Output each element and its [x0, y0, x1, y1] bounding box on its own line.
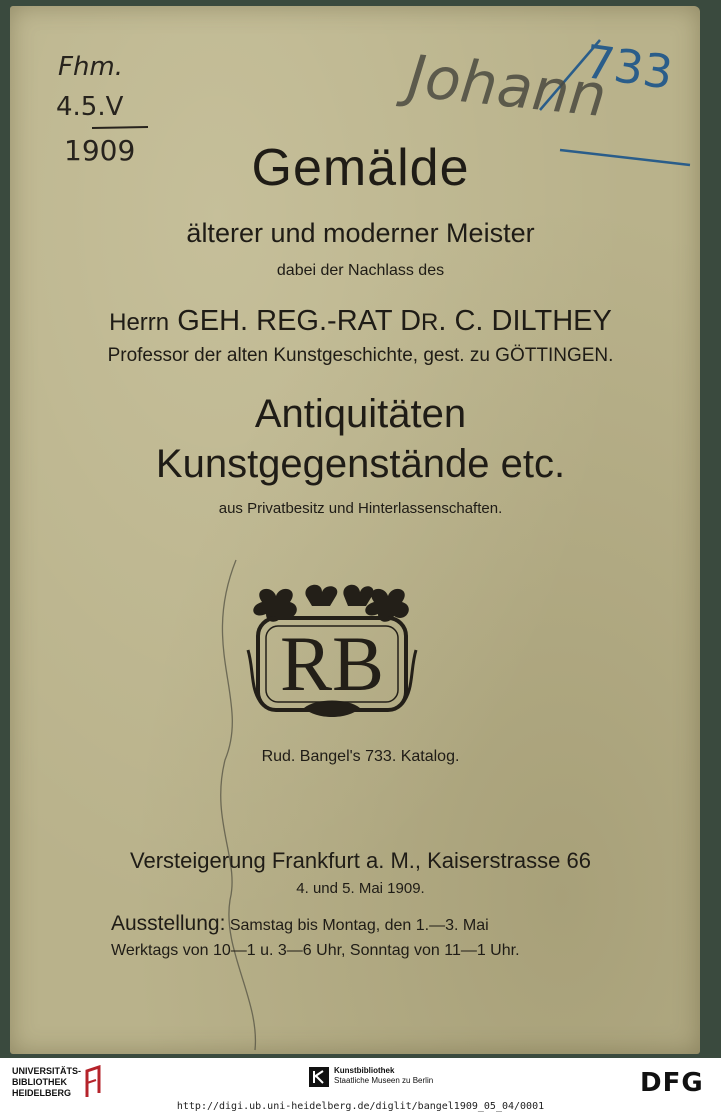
- heading-antiquitaeten: Antiquitäten: [254, 392, 467, 436]
- handwritten-blue-number: 733: [581, 34, 677, 100]
- exhibition-label: Ausstellung:: [111, 912, 226, 935]
- emblem-letters: RB: [279, 620, 385, 707]
- nachlass-line: dabei der Nachlass des: [276, 262, 445, 279]
- professor-line: Professor der alten Kunstgeschichte, gest. zu GÖTTINGEN.: [107, 345, 614, 366]
- ub-line2: BIBLIOTHEK: [12, 1077, 67, 1087]
- auction-date: 4. und 5. Mai 1909.: [296, 880, 425, 897]
- ub-line1: UNIVERSITÄTS-: [12, 1066, 82, 1076]
- provenance-line: aus Privatbesitz und Hinterlassenschaften.: [218, 500, 503, 517]
- source-url[interactable]: http://digi.ub.uni-heidelberg.de/diglit/bangel1909_05_04/0001: [176, 1101, 545, 1112]
- collector-name: [0, 305, 721, 338]
- exhibition-line: [111, 912, 489, 936]
- collector-name-part1: GEH. REG.-RAT D: [177, 305, 422, 337]
- flower-ornament-center-left: [305, 585, 337, 606]
- heading-kunstgegenstaende: Kunstgegenstände etc.: [155, 442, 566, 486]
- kb-line2: Staatliche Museen zu Berlin: [334, 1076, 434, 1085]
- flower-ornament-center-right: [343, 585, 373, 606]
- ub-line3: HEIDELBERG: [12, 1088, 72, 1098]
- dfg-logo: DFG: [640, 1068, 704, 1098]
- kunstbibliothek-text: [334, 1066, 433, 1086]
- auction-location: Versteigerung Frankfurt a. M., Kaiserstrasse 66: [130, 848, 591, 873]
- collector-name-small-r: R: [421, 309, 439, 336]
- title-gemaelde: Gemälde: [251, 139, 470, 197]
- collector-name-part2: . C. DILTHEY: [438, 305, 612, 337]
- ub-logo-icon: [84, 1065, 102, 1099]
- handwritten-underline: [92, 127, 148, 128]
- katalog-line: Rud. Bangel's 733. Katalog.: [261, 748, 460, 765]
- handwritten-date-number: 4.5.V: [56, 92, 124, 122]
- kunstbibliothek-logo-icon: [309, 1067, 329, 1087]
- ub-heidelberg-text: [12, 1066, 81, 1099]
- exhibition-dates: Samstag bis Montag, den 1.—3. Mai: [229, 917, 489, 934]
- opening-hours: Werktags von 10—1 u. 3—6 Uhr, Sonntag von 11—1 Uhr.: [111, 942, 520, 959]
- subtitle-meister: älterer und moderner Meister: [186, 218, 535, 248]
- handwritten-year: 1909: [64, 134, 136, 167]
- handwritten-pencil-name: Johann: [404, 41, 610, 131]
- handwritten-signature-fhm: Fhm.: [58, 52, 124, 82]
- kb-line1: Kunstbibliothek: [334, 1066, 395, 1075]
- bangel-emblem-logo: [244, 580, 420, 730]
- herrn-prefix: Herrn: [109, 309, 170, 336]
